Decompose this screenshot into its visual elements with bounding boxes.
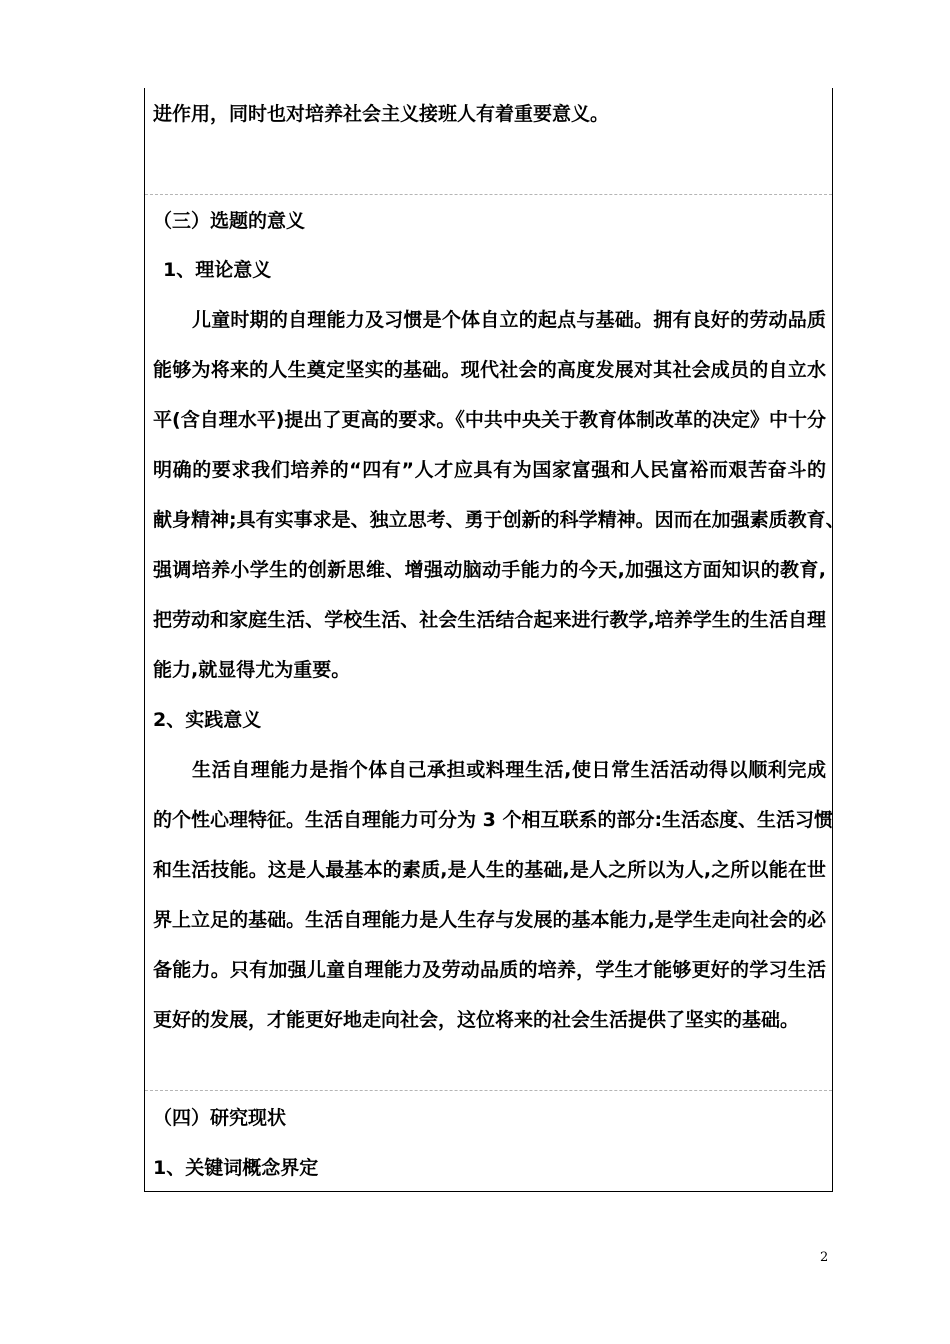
text-line: 献身精神;具有实事求是、独立思考、勇于创新的科学精神。因而在加强素质教育、 bbox=[153, 509, 845, 531]
text-line: 的个性心理特征。生活自理能力可分为 3 个相互联系的部分:生活态度、生活习惯 bbox=[153, 809, 834, 831]
heading-practice-significance: 2、实践意义 bbox=[153, 709, 262, 731]
text-line: 和生活技能。这是人最基本的素质,是人生的基础,是人之所以为人,之所以能在世 bbox=[153, 859, 826, 881]
text-line: 能力,就显得尤为重要。 bbox=[153, 659, 351, 681]
text-line: 更好的发展，才能更好地走向社会，这位将来的社会生活提供了坚实的基础。 bbox=[153, 1009, 800, 1031]
text-line: 能够为将来的人生奠定坚实的基础。现代社会的高度发展对其社会成员的自立水 bbox=[153, 359, 826, 381]
text-line: 儿童时期的自理能力及习惯是个体自立的起点与基础。拥有良好的劳动品质 bbox=[192, 309, 826, 331]
section-title-research-status: （四）研究现状 bbox=[153, 1107, 287, 1129]
section-title-significance: （三）选题的意义 bbox=[153, 210, 306, 232]
heading-key-concepts: 1、关键词概念界定 bbox=[153, 1157, 319, 1179]
heading-theory-significance: 1、理论意义 bbox=[163, 259, 272, 281]
text-line: 生活自理能力是指个体自己承担或料理生活,使日常生活活动得以顺利完成 bbox=[192, 759, 826, 781]
text-line: 备能力。只有加强儿童自理能力及劳动品质的培养，学生才能够更好的学习生活 bbox=[153, 959, 826, 981]
text-line: 把劳动和家庭生活、学校生活、社会生活结合起来进行教学,培养学生的生活自理 bbox=[153, 609, 826, 631]
text-line: 界上立足的基础。生活自理能力是人生存与发展的基本能力,是学生走向社会的必 bbox=[153, 909, 826, 931]
row-divider bbox=[145, 1090, 832, 1091]
page-number: 2 bbox=[820, 1250, 829, 1265]
row-divider bbox=[145, 194, 832, 195]
text-line: 平(含自理水平)提出了更高的要求。《中共中央关于教育体制改革的决定》中十分 bbox=[153, 409, 826, 431]
text-line: 进作用，同时也对培养社会主义接班人有着重要意义。 bbox=[153, 103, 610, 125]
text-line: 明确的要求我们培养的“四有”人才应具有为国家富强和人民富裕而艰苦奋斗的 bbox=[153, 459, 826, 481]
text-line: 强调培养小学生的创新思维、增强动脑动手能力的今天,加强这方面知识的教育, bbox=[153, 559, 826, 581]
form-table bbox=[144, 88, 845, 1192]
